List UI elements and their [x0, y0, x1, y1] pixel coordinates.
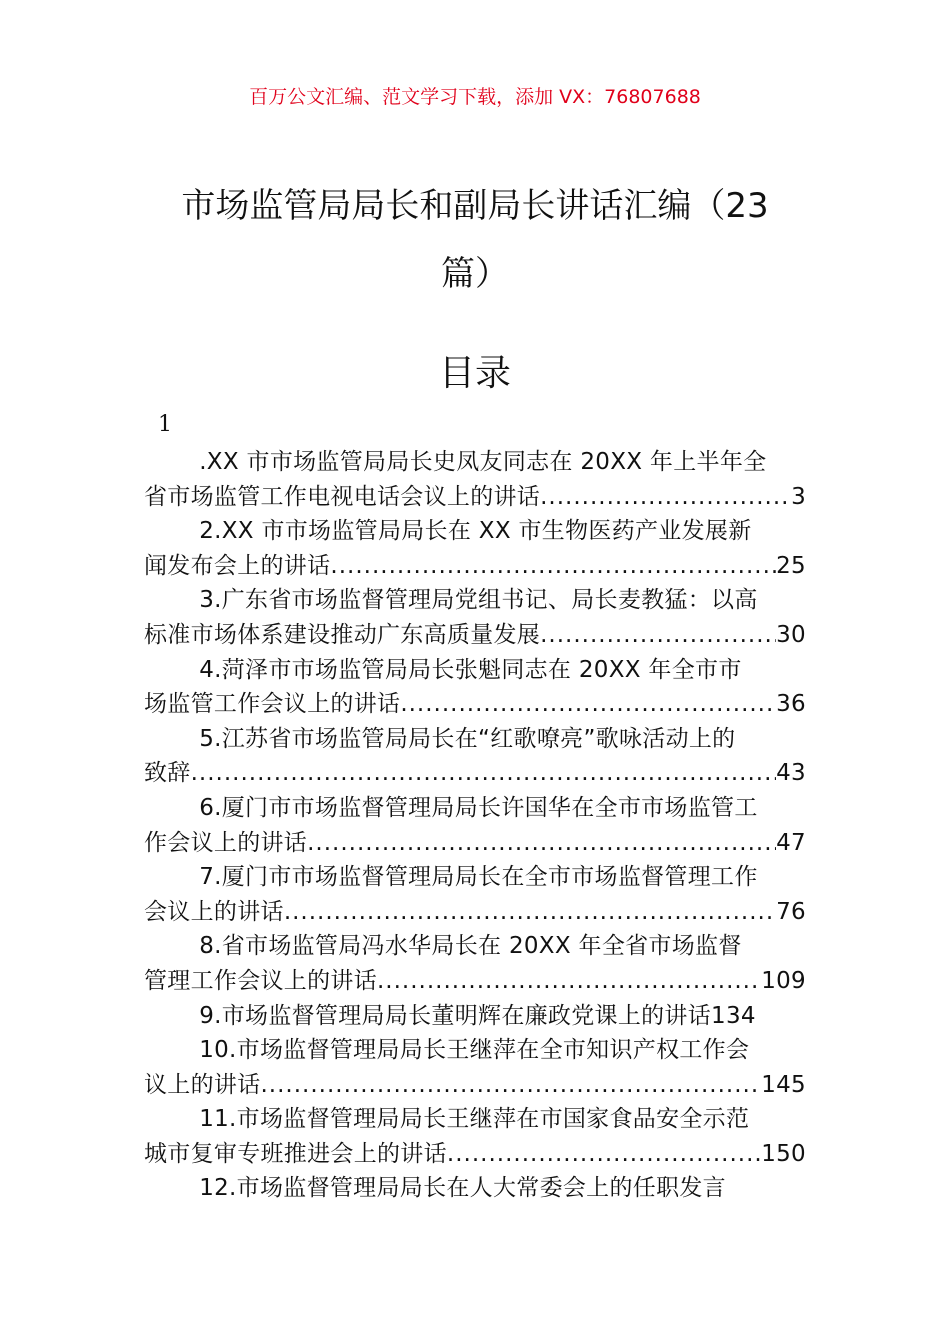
toc-entry-title-line2: 场监管工作会议上的讲话: [144, 691, 401, 718]
toc-entry-title-line1: 5.江苏省市场监管局局长在“红歌嘹亮”歌咏活动上的: [199, 725, 736, 752]
toc-entry-line2: [144, 480, 806, 515]
toc-entry-title-line2: 会议上的讲话: [144, 898, 284, 925]
toc-entry-page: 109: [761, 967, 806, 994]
dot-leader: [540, 618, 776, 653]
toc-entry-page: 47: [776, 829, 806, 856]
toc-entry-title-line1: 7.厦门市市场监督管理局局长在全市市场监督管理工作: [199, 864, 758, 891]
toc-entry-title-line1: 10.市场监督管理局局长王继萍在全市知识产权工作会: [199, 1037, 750, 1064]
toc-entry-page: 30: [776, 621, 806, 648]
document-title-line1: 市场监管局局长和副局长讲话汇编（23: [181, 186, 769, 226]
toc-entry-line2: [144, 618, 806, 653]
toc-entry-title-line1: 9.市场监督管理局局长董明辉在廉政党课上的讲话134: [199, 1002, 756, 1029]
toc-entry-page: 150: [761, 1140, 806, 1167]
toc-entry-line2: [144, 1068, 806, 1103]
toc-entry-title-line2: 闻发布会上的讲话: [144, 552, 331, 579]
dot-leader: [400, 687, 776, 722]
dot-leader: [191, 756, 777, 791]
dot-leader: [330, 549, 776, 584]
toc-entry[interactable]: [144, 999, 806, 1034]
toc-entry-line2: [144, 687, 806, 722]
document-title-line2: 篇）: [441, 254, 509, 294]
toc-entry[interactable]: [144, 1033, 806, 1102]
toc-entry[interactable]: [144, 860, 806, 929]
page-marker: 1: [158, 412, 172, 437]
toc-entry[interactable]: [144, 929, 806, 998]
toc-entry-line2: [144, 1137, 806, 1172]
dot-leader: [377, 964, 761, 999]
toc-entry-line2: [144, 756, 806, 791]
dot-leader: [307, 826, 776, 861]
dot-leader: [447, 1137, 761, 1172]
toc-entry-title-line1: 4.菏泽市市场监管局局长张魁同志在 20XX 年全市市: [199, 656, 742, 683]
toc-entry[interactable]: [144, 1171, 806, 1206]
toc-entry-line2: [144, 895, 806, 930]
toc-heading: 目录: [438, 353, 511, 394]
toc-entry[interactable]: [144, 583, 806, 652]
dot-leader: [540, 480, 791, 515]
toc-entry-title-line1: 12.市场监督管理局局长在人大常委会上的任职发言: [199, 1175, 726, 1202]
toc-entry[interactable]: [144, 791, 806, 860]
toc-entry-page: 36: [776, 691, 806, 718]
toc-entry-title-line1: 8.省市场监管局冯水华局长在 20XX 年全省市场监督: [199, 933, 742, 960]
toc-entry-title-line2: 致辞: [144, 760, 191, 787]
toc-entry-line2: [144, 826, 806, 861]
toc-entry[interactable]: [144, 653, 806, 722]
header-watermark-text: 百万公文汇编、范文学习下载，添加 VX：76807688: [249, 86, 701, 108]
toc-entry-title-line1: 3.广东省市场监督管理局党组书记、局长麦教猛：以高: [199, 587, 758, 614]
toc-entry-title-line2: 议上的讲话: [144, 1071, 261, 1098]
toc-entry-page: 3: [791, 483, 806, 510]
toc-entry-title-line1: 2.XX 市市场监管局局长在 XX 市生物医药产业发展新: [199, 518, 752, 545]
toc-entry-title-line1: 6.厦门市市场监督管理局局长许国华在全市市场监管工: [199, 794, 758, 821]
toc-entry-line2: [144, 549, 806, 584]
dot-leader: [284, 895, 776, 930]
toc-entry-title-line2: 管理工作会议上的讲话: [144, 967, 377, 994]
toc-entry-page: 76: [776, 898, 806, 925]
toc-entry-title-line2: 省市场监管工作电视电话会议上的讲话: [144, 483, 541, 510]
toc-entry-line2: [144, 964, 806, 999]
toc-entry-title-line2: 城市复审专班推进会上的讲话: [144, 1140, 447, 1167]
toc-entry-page: 25: [776, 552, 806, 579]
toc-entry-page: 145: [761, 1071, 806, 1098]
toc-entry[interactable]: [144, 722, 806, 791]
document-title: [140, 172, 810, 308]
toc-entry-title-line2: 标准市场体系建设推动广东高质量发展: [144, 621, 541, 648]
toc-entry-title-line1: .XX 市市场监管局局长史凤友同志在 20XX 年上半年全: [199, 449, 767, 475]
table-of-contents: [144, 445, 806, 1206]
toc-entry[interactable]: [144, 1102, 806, 1171]
toc-entry[interactable]: [144, 514, 806, 583]
toc-entry-title-line2: 作会议上的讲话: [144, 829, 308, 856]
toc-entry[interactable]: [144, 445, 806, 514]
toc-entry-page: 43: [776, 760, 806, 787]
dot-leader: [261, 1068, 762, 1103]
toc-entry-title-line1: 11.市场监督管理局局长王继萍在市国家食品安全示范: [199, 1106, 750, 1133]
